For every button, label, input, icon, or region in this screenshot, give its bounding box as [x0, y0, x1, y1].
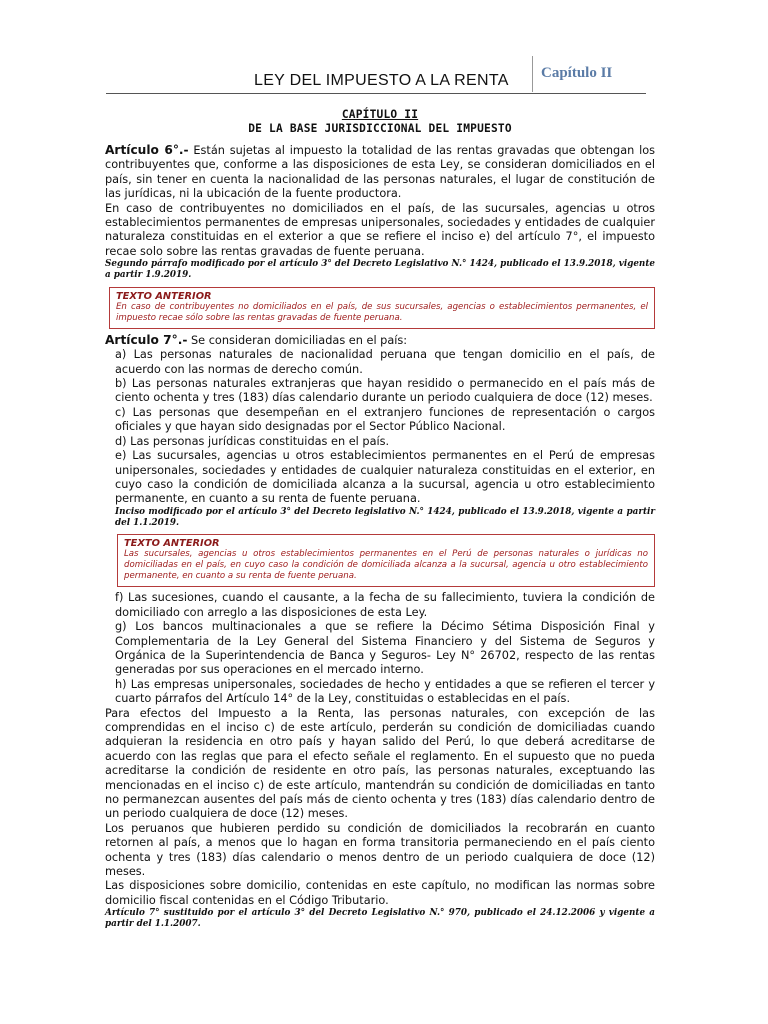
article-7-item-h: h) Las empresas unipersonales, sociedades de hecho y entidades a que se refieren el tercer y cuarto párrafos del Artículo 14° de la Ley, constituidas o establecidas en el país.: [115, 677, 655, 706]
article-7-item-a: a) Las personas naturales de nacionalidad peruana que tengan domicilio en el país, de acuerdo con las normas de derecho común.: [115, 348, 655, 376]
chapter-tab-label: Capítulo II: [541, 65, 613, 81]
article-7-final-note: Artículo 7° sustituido por el artículo 3° del Decreto Legislativo N.° 970, publicado el 24.12.2006 y vigente a partir del 1.1.2007.: [105, 908, 655, 930]
article-6-paragraph-1: [105, 143, 655, 202]
previous-text-title: TEXTO ANTERIOR: [124, 538, 220, 550]
document-body: [105, 108, 655, 930]
article-7-item-d: d) Las personas jurídicas constituidas en el país.: [115, 434, 390, 448]
chapter-heading: CAPÍTULO II: [341, 108, 419, 121]
previous-text-content: En caso de contribuyentes no domiciliados en el país, de sus sucursales, agencias o establecimientos permanentes, el impuesto recae sólo sobre las rentas gravadas de fuente peruana.: [116, 301, 648, 323]
previous-text-box-2: [117, 534, 655, 587]
previous-text-box-1: [109, 287, 655, 329]
header-divider: [106, 93, 646, 94]
article-7-paragraph-disposiciones: Las disposiciones sobre domicilio, contenidas en este capítulo, no modifican las normas sobre domicilio fiscal contenidas en el Código Tributario.: [105, 879, 655, 907]
article-7-intro-text: Se consideran domiciliadas en el país:: [187, 333, 408, 347]
article-7-lead: Artículo 7°.-: [105, 332, 188, 347]
chapter-tab: [532, 56, 645, 92]
article-7-paragraph-peruanos: Los peruanos que hubieren perdido su condición de domiciliados la recobrarán en cuanto retornen al país, a menos que lo hagan en forma transitoria permaneciendo en el país ciento ochenta y tres (183) días calendario o menos dentro de un periodo cualquiera de doce (12) meses.: [105, 821, 655, 879]
article-6-paragraph-2: En caso de contribuyentes no domiciliados en el país, de las sucursales, agencias u otros establecimientos permanentes de empresas unipersonales, sociedades y entidades de cualquier naturaleza constituidas en el exterior a que se refiere el inciso e) del artículo 7°, el impuesto recae solo sobre las rentas gravadas de fuente peruana.: [105, 201, 655, 258]
article-7-item-e-note: Inciso modificado por el artículo 3° del Decreto legislativo N.° 1424, publicado el 13.9.2018, vigente a partir del 1.1.2019.: [115, 506, 655, 528]
article-7-item-b: b) Las personas naturales extranjeras que hayan residido o permanecido en el país más de ciento ochenta y tres (183) días calendario durante un periodo cualquiera de doce (12) meses.: [115, 377, 655, 405]
chapter-subtitle: DE LA BASE JURISDICCIONAL DEL IMPUESTO: [248, 122, 512, 135]
article-6-text: Están sujetas al impuesto la totalidad de las rentas gravadas que obtengan los contribuyentes que, conforme a las disposiciones de esta Ley, se consideran domiciliados en el país, sin tener en cuenta la nacionalidad de las personas naturales, el lugar de constitución de las jurídicas, ni la ubicación de la fuente productora.: [105, 144, 656, 201]
article-7-intro: [105, 333, 655, 348]
article-7-item-f: f) Las sucesiones, cuando el causante, a la fecha de su fallecimiento, tuviera la condición de domiciliado con arreglo a las disposiciones de esta Ley.: [115, 591, 655, 619]
previous-text-content: Las sucursales, agencias u otros establecimientos permanentes en el Perú de personas naturales o jurídicas no domiciliadas en el país, en cuyo caso la condición de domiciliada alcanza a la sucursal, agencia u otro establecimiento permanente, en cuanto a su renta de fuente peruana.: [124, 549, 648, 582]
article-7-item-g: g) Los bancos multinacionales a que se refiere la Décimo Sétima Disposición Final y Complementaria de la Ley General del Sistema Financiero y del Sistema de Seguros y Orgánica de la Superintendencia de Banca y Seguros- Ley N° 26702, respecto de las rentas generadas por sus operaciones en el mercado interno.: [115, 620, 655, 677]
previous-text-title: TEXTO ANTERIOR: [116, 290, 212, 302]
article-7-paragraph-efectos: Para efectos del Impuesto a la Renta, las personas naturales, con excepción de las comprendidas en el inciso c) de este artículo, perderán su condición de domiciliadas cuando adquieran la residencia en otro país y hayan salido del Perú, lo que deberá acreditarse de acuerdo con las reglas que para el efecto señale el reglamento. En el supuesto que no pueda acreditarse la condición de residente en otro país, las personas naturales, exceptuando las mencionadas en el inciso c) de este artículo, mantendrán su condición de domiciliadas en tanto no permanezcan ausentes del país más de ciento ochenta y tres (183) días calendario dentro de un periodo cualquiera de doce (12) meses.: [105, 706, 655, 821]
page-header-title: LEY DEL IMPUESTO A LA RENTA: [254, 72, 509, 89]
article-6-lead: Artículo 6°.-: [105, 143, 189, 157]
article-7-item-c: c) Las personas que desempeñan en el extranjero funciones de representación o cargos oficiales y que hayan sido designadas por el Sector Público Nacional.: [115, 405, 655, 434]
article-7-item-e: e) Las sucursales, agencias u otros establecimientos permanentes en el Perú de empresas unipersonales, sociedades y entidades de cualquier naturaleza constituidas en el exterior, en cuyo caso la condición de domiciliada alcanza a la sucursal, agencia u otro establecimiento permanente, en cuanto a su renta de fuente peruana.: [115, 449, 655, 506]
article-6-modification-note: Segundo párrafo modificado por el artículo 3° del Decreto Legislativo N.° 1424, publicado el 13.9.2018, vigente a partir 1.9.2019.: [105, 259, 655, 281]
